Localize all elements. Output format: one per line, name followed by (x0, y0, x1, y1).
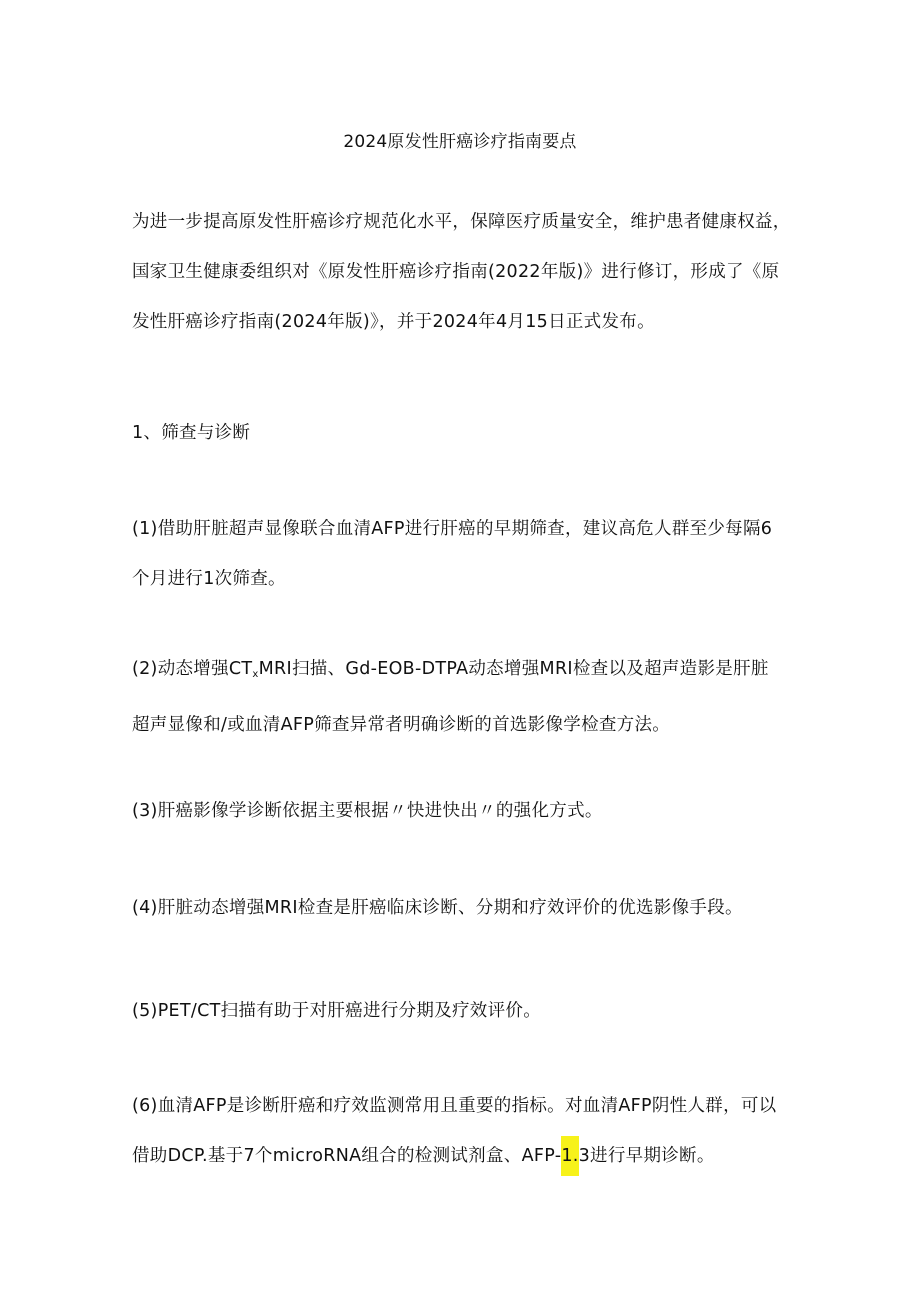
item-4-paragraph (132, 883, 800, 933)
item-6-paragraph (132, 1081, 800, 1181)
highlighted-text: 1. (561, 1136, 578, 1176)
item-3-line: (3)肝癌影像学诊断依据主要根据〃快进快出〃的强化方式。 (132, 801, 603, 821)
item-5-line: (5)PET/CT扫描有助于对肝癌进行分期及疗效评价。 (132, 1001, 541, 1021)
section-heading (132, 408, 800, 458)
item-6-line-2-start: 借助DCP.基于7个microRNA组合的检测试剂盒、AFP- (132, 1146, 562, 1166)
item-1-line-2: 个月进行1次筛查。 (132, 569, 286, 589)
item-4-line: (4)肝脏动态增强MRI检查是肝癌临床诊断、分期和疗效评价的优选影像手段。 (132, 898, 743, 918)
item-2-line-1 (132, 644, 800, 700)
item-2-line-2: 超声显像和/或血清AFP筛查异常者明确诊断的首选影像学检查方法。 (132, 715, 671, 735)
item-3-paragraph (132, 786, 800, 836)
item-6-line-2 (132, 1131, 800, 1181)
section-heading-text: 1、筛查与诊断 (132, 423, 251, 443)
item-1-paragraph (132, 504, 800, 604)
item-2-subscript: x (252, 669, 259, 680)
item-6-line-1: (6)血清AFP是诊断肝癌和疗效监测常用且重要的指标。对血清AFP阴性人群，可以 (132, 1096, 777, 1116)
intro-paragraph (132, 197, 800, 347)
document-title: 2024原发性肝癌诊疗指南要点 (343, 132, 577, 152)
item-2-line-1-end: MRI扫描、Gd-EOB-DTPA动态增强MRI检查以及超声造影是肝脏 (258, 659, 769, 679)
item-5-paragraph (132, 986, 800, 1036)
intro-line-3: 发性肝癌诊疗指南(2024年版)》，并于2024年4月15日正式发布。 (132, 312, 655, 332)
item-2-line-1-start: (2)动态增强CT (132, 659, 253, 679)
item-1-line-1: (1)借助肝脏超声显像联合血清AFP进行肝癌的早期筛查，建议高危人群至少每隔6 (132, 519, 773, 539)
item-6-line-2-end: 3进行早期诊断。 (578, 1146, 715, 1166)
intro-line-1: 为进一步提高原发性肝癌诊疗规范化水平，保障医疗质量安全，维护患者健康权益， (132, 212, 791, 232)
item-2-paragraph (132, 644, 800, 750)
intro-line-2: 国家卫生健康委组织对《原发性肝癌诊疗指南(2022年版)》进行修订，形成了《原 (132, 262, 780, 282)
